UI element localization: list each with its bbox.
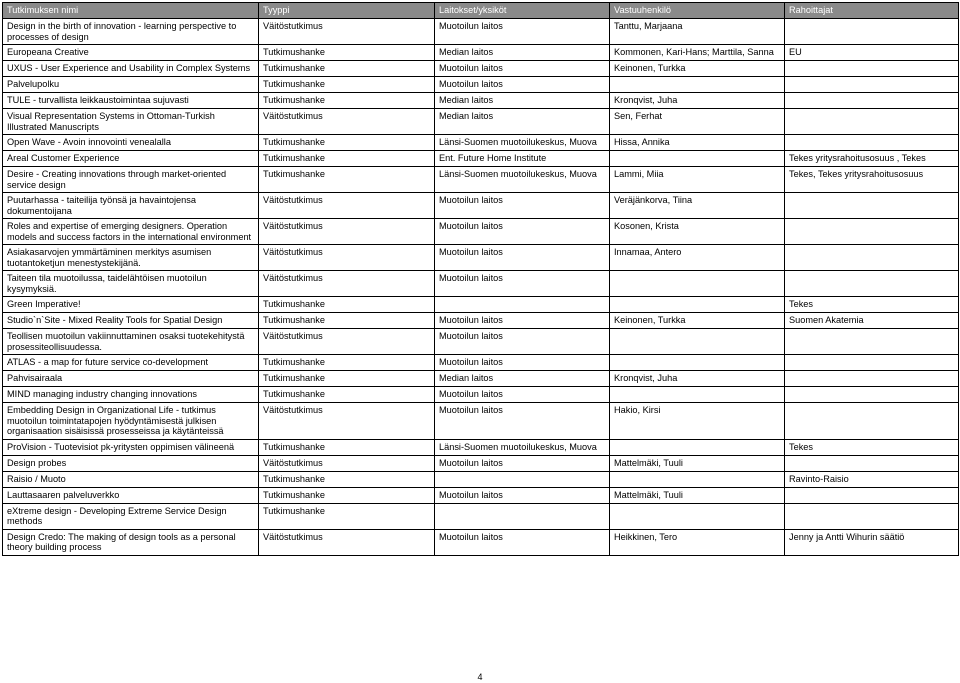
type-cell: Tutkimushanke xyxy=(259,471,435,487)
responsible-person-cell xyxy=(610,503,785,529)
department-cell xyxy=(435,297,610,313)
funder-cell xyxy=(785,271,959,297)
table-row xyxy=(3,371,959,387)
funder-cell xyxy=(785,245,959,271)
department-cell xyxy=(435,471,610,487)
table-row xyxy=(3,93,959,109)
responsible-person-cell: Veräjänkorva, Tiina xyxy=(610,193,785,219)
table-row xyxy=(3,297,959,313)
column-header: Rahoittajat xyxy=(785,3,959,19)
funder-cell xyxy=(785,61,959,77)
responsible-person-cell: Kommonen, Kari-Hans; Marttila, Sanna xyxy=(610,45,785,61)
funder-cell: Jenny ja Antti Wihurin säätiö xyxy=(785,529,959,555)
funder-cell: Suomen Akatemia xyxy=(785,313,959,329)
table-row xyxy=(3,503,959,529)
type-cell: Väitöstutkimus xyxy=(259,193,435,219)
department-cell: Muotoilun laitos xyxy=(435,329,610,355)
type-cell: Tutkimushanke xyxy=(259,487,435,503)
table-row xyxy=(3,19,959,45)
funder-cell xyxy=(785,19,959,45)
project-name-cell: eXtreme design - Developing Extreme Service Design methods xyxy=(3,503,259,529)
responsible-person-cell xyxy=(610,439,785,455)
type-cell: Väitöstutkimus xyxy=(259,403,435,440)
type-cell: Väitöstutkimus xyxy=(259,329,435,355)
type-cell: Tutkimushanke xyxy=(259,503,435,529)
department-cell: Muotoilun laitos xyxy=(435,219,610,245)
responsible-person-cell xyxy=(610,297,785,313)
department-cell: Muotoilun laitos xyxy=(435,403,610,440)
responsible-person-cell xyxy=(610,329,785,355)
table-row xyxy=(3,77,959,93)
responsible-person-cell: Keinonen, Turkka xyxy=(610,313,785,329)
funder-cell: Ravinto-Raisio xyxy=(785,471,959,487)
responsible-person-cell xyxy=(610,471,785,487)
project-name-cell: Studio`n`Site - Mixed Reality Tools for Spatial Design xyxy=(3,313,259,329)
funder-cell: EU xyxy=(785,45,959,61)
department-cell: Median laitos xyxy=(435,93,610,109)
project-name-cell: Design in the birth of innovation - learning perspective to processes of design xyxy=(3,19,259,45)
type-cell: Väitöstutkimus xyxy=(259,245,435,271)
funder-cell xyxy=(785,455,959,471)
project-name-cell: ProVision - Tuotevisiot pk-yritysten oppimisen välineenä xyxy=(3,439,259,455)
column-header: Vastuuhenkilö xyxy=(610,3,785,19)
project-name-cell: Teollisen muotoilun vakiinnuttaminen osaksi tuotekehitystä prosessiteollisuudessa. xyxy=(3,329,259,355)
project-name-cell: Green Imperative! xyxy=(3,297,259,313)
project-name-cell: Embedding Design in Organizational Life - tutkimus muotoilun toimintatapojen hyödyntämisestä julkisen organisaation sisäisissä prosesseissa ja käytänteissä xyxy=(3,403,259,440)
funder-cell xyxy=(785,93,959,109)
type-cell: Väitöstutkimus xyxy=(259,19,435,45)
type-cell: Tutkimushanke xyxy=(259,77,435,93)
funder-cell xyxy=(785,355,959,371)
department-cell: Muotoilun laitos xyxy=(435,193,610,219)
table-row xyxy=(3,329,959,355)
responsible-person-cell: Keinonen, Turkka xyxy=(610,61,785,77)
department-cell: Länsi-Suomen muotoilukeskus, Muova xyxy=(435,439,610,455)
responsible-person-cell xyxy=(610,271,785,297)
department-cell: Ent. Future Home Institute xyxy=(435,151,610,167)
responsible-person-cell: Kronqvist, Juha xyxy=(610,93,785,109)
table-row xyxy=(3,151,959,167)
responsible-person-cell: Innamaa, Antero xyxy=(610,245,785,271)
type-cell: Tutkimushanke xyxy=(259,439,435,455)
column-header: Tyyppi xyxy=(259,3,435,19)
department-cell: Länsi-Suomen muotoilukeskus, Muova xyxy=(435,135,610,151)
table-row xyxy=(3,135,959,151)
department-cell xyxy=(435,503,610,529)
type-cell: Väitöstutkimus xyxy=(259,109,435,135)
responsible-person-cell: Hissa, Annika xyxy=(610,135,785,151)
project-name-cell: Roles and expertise of emerging designers. Operation models and success factors in the international environment xyxy=(3,219,259,245)
table-row xyxy=(3,271,959,297)
project-name-cell: Open Wave - Avoin innovointi venealalla xyxy=(3,135,259,151)
department-cell: Muotoilun laitos xyxy=(435,61,610,77)
funder-cell: Tekes xyxy=(785,439,959,455)
funder-cell: Tekes xyxy=(785,297,959,313)
project-name-cell: MIND managing industry changing innovations xyxy=(3,387,259,403)
column-header: Tutkimuksen nimi xyxy=(3,3,259,19)
table-row xyxy=(3,109,959,135)
department-cell: Muotoilun laitos xyxy=(435,313,610,329)
department-cell: Muotoilun laitos xyxy=(435,19,610,45)
responsible-person-cell xyxy=(610,151,785,167)
funder-cell xyxy=(785,135,959,151)
table-row xyxy=(3,219,959,245)
responsible-person-cell: Mattelmäki, Tuuli xyxy=(610,487,785,503)
funder-cell xyxy=(785,193,959,219)
type-cell: Väitöstutkimus xyxy=(259,529,435,555)
type-cell: Tutkimushanke xyxy=(259,45,435,61)
table-header-row xyxy=(3,3,959,19)
department-cell: Muotoilun laitos xyxy=(435,77,610,93)
table-row xyxy=(3,387,959,403)
department-cell: Muotoilun laitos xyxy=(435,455,610,471)
table-row xyxy=(3,355,959,371)
type-cell: Tutkimushanke xyxy=(259,93,435,109)
department-cell: Muotoilun laitos xyxy=(435,271,610,297)
type-cell: Tutkimushanke xyxy=(259,167,435,193)
responsible-person-cell: Heikkinen, Tero xyxy=(610,529,785,555)
responsible-person-cell xyxy=(610,77,785,93)
department-cell: Muotoilun laitos xyxy=(435,245,610,271)
type-cell: Tutkimushanke xyxy=(259,387,435,403)
department-cell: Muotoilun laitos xyxy=(435,387,610,403)
table-row xyxy=(3,529,959,555)
funder-cell xyxy=(785,329,959,355)
project-name-cell: Pahvisairaala xyxy=(3,371,259,387)
funder-cell xyxy=(785,109,959,135)
funder-cell: Tekes yritysrahoitusosuus , Tekes xyxy=(785,151,959,167)
project-name-cell: Design probes xyxy=(3,455,259,471)
column-header: Laitokset/yksiköt xyxy=(435,3,610,19)
responsible-person-cell: Kronqvist, Juha xyxy=(610,371,785,387)
project-name-cell: Raisio / Muoto xyxy=(3,471,259,487)
type-cell: Tutkimushanke xyxy=(259,61,435,77)
funder-cell xyxy=(785,403,959,440)
responsible-person-cell: Hakio, Kirsi xyxy=(610,403,785,440)
type-cell: Tutkimushanke xyxy=(259,151,435,167)
type-cell: Tutkimushanke xyxy=(259,297,435,313)
type-cell: Väitöstutkimus xyxy=(259,271,435,297)
project-name-cell: UXUS - User Experience and Usability in Complex Systems xyxy=(3,61,259,77)
funder-cell xyxy=(785,487,959,503)
responsible-person-cell xyxy=(610,355,785,371)
department-cell: Median laitos xyxy=(435,371,610,387)
table-row xyxy=(3,471,959,487)
department-cell: Median laitos xyxy=(435,109,610,135)
responsible-person-cell xyxy=(610,387,785,403)
responsible-person-cell: Mattelmäki, Tuuli xyxy=(610,455,785,471)
department-cell: Muotoilun laitos xyxy=(435,355,610,371)
project-name-cell: Desire - Creating innovations through market-oriented service design xyxy=(3,167,259,193)
funder-cell xyxy=(785,371,959,387)
research-projects-table xyxy=(2,2,959,556)
type-cell: Tutkimushanke xyxy=(259,355,435,371)
table-row xyxy=(3,61,959,77)
responsible-person-cell: Kosonen, Krista xyxy=(610,219,785,245)
type-cell: Väitöstutkimus xyxy=(259,455,435,471)
funder-cell xyxy=(785,77,959,93)
table-row xyxy=(3,313,959,329)
responsible-person-cell: Tanttu, Marjaana xyxy=(610,19,785,45)
table-row xyxy=(3,167,959,193)
project-name-cell: ATLAS - a map for future service co-development xyxy=(3,355,259,371)
department-cell: Median laitos xyxy=(435,45,610,61)
project-name-cell: Asiakasarvojen ymmärtäminen merkitys asumisen tuotantoketjun menestystekijänä. xyxy=(3,245,259,271)
funder-cell: Tekes, Tekes yritysrahoitusosuus xyxy=(785,167,959,193)
responsible-person-cell: Sen, Ferhat xyxy=(610,109,785,135)
project-name-cell: Areal Customer Experience xyxy=(3,151,259,167)
funder-cell xyxy=(785,503,959,529)
project-name-cell: Design Credo: The making of design tools as a personal theory building process xyxy=(3,529,259,555)
project-name-cell: Europeana Creative xyxy=(3,45,259,61)
department-cell: Muotoilun laitos xyxy=(435,487,610,503)
project-name-cell: Taiteen tila muotoilussa, taidelähtöisen muotoilun kysymyksiä. xyxy=(3,271,259,297)
table-row xyxy=(3,439,959,455)
table-row xyxy=(3,455,959,471)
table-body xyxy=(3,19,959,556)
table-row xyxy=(3,45,959,61)
type-cell: Väitöstutkimus xyxy=(259,219,435,245)
table-row xyxy=(3,403,959,440)
type-cell: Tutkimushanke xyxy=(259,371,435,387)
table-row xyxy=(3,245,959,271)
project-name-cell: Lauttasaaren palveluverkko xyxy=(3,487,259,503)
project-name-cell: Puutarhassa - taiteilija työnsä ja havaintojensa dokumentoijana xyxy=(3,193,259,219)
table-row xyxy=(3,193,959,219)
department-cell: Länsi-Suomen muotoilukeskus, Muova xyxy=(435,167,610,193)
funder-cell xyxy=(785,387,959,403)
type-cell: Tutkimushanke xyxy=(259,135,435,151)
page-number: 4 xyxy=(477,672,483,682)
project-name-cell: Palvelupolku xyxy=(3,77,259,93)
funder-cell xyxy=(785,219,959,245)
department-cell: Muotoilun laitos xyxy=(435,529,610,555)
responsible-person-cell: Lammi, Miia xyxy=(610,167,785,193)
project-name-cell: Visual Representation Systems in Ottoman-Turkish Illustrated Manuscripts xyxy=(3,109,259,135)
table-row xyxy=(3,487,959,503)
type-cell: Tutkimushanke xyxy=(259,313,435,329)
project-name-cell: TULE - turvallista leikkaustoimintaa sujuvasti xyxy=(3,93,259,109)
